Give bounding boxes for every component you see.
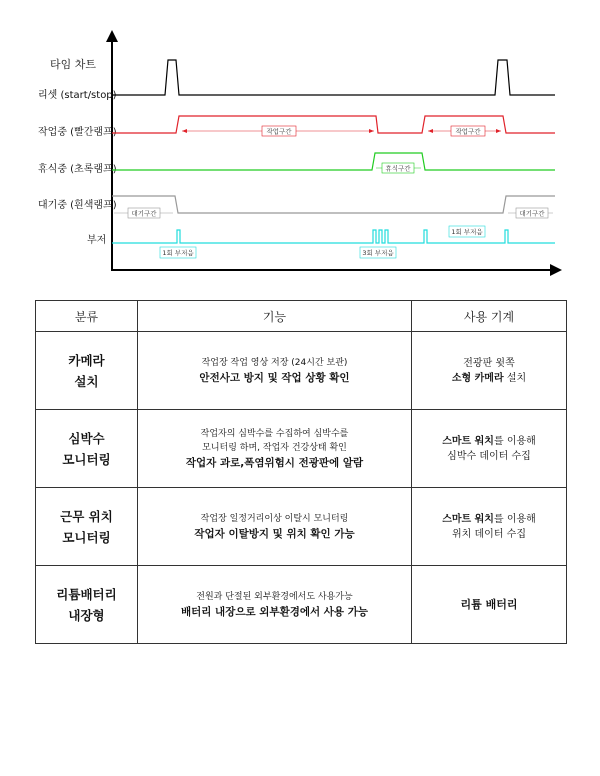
function-sub: 작업장 일정거리이상 이탈시 모니터링	[200, 513, 349, 524]
y-axis-arrow	[106, 30, 118, 42]
buzz-tag-1b: 1회 부저음	[451, 228, 483, 236]
row-function	[138, 410, 412, 488]
table-header-row	[36, 301, 567, 332]
device-line2: 소형 카메라 설치	[451, 372, 527, 384]
row-category: 근무 위치 모니터링	[36, 488, 138, 566]
wait-tag-1: 대기구간	[131, 209, 157, 218]
rest-tag: 휴식구간	[385, 164, 411, 173]
row-device	[412, 488, 567, 566]
work-span-arrowhead-1b	[369, 129, 374, 133]
device-line1: 리튬 배터리	[460, 598, 518, 611]
row-label-resting: 휴식중 (초록램프)	[38, 164, 117, 175]
row-device	[412, 410, 567, 488]
row-label-working: 작업중 (빨간램프)	[38, 127, 117, 138]
buzz-tag-1: 1회 부저음	[162, 249, 194, 257]
chart-title: 타임 차트	[50, 58, 97, 71]
row-label-reset: 리셋 (start/stop)	[38, 90, 117, 101]
work-span-arrowhead-2a	[428, 129, 433, 133]
header-device: 사용 기계	[412, 301, 567, 332]
table-row	[36, 410, 567, 488]
function-sub: 작업장 작업 영상 저장 (24시간 보관)	[201, 357, 348, 368]
table-row	[36, 488, 567, 566]
function-sub: 전원과 단절된 외부환경에서도 사용가능	[196, 591, 353, 602]
row-device	[412, 566, 567, 644]
header-category: 분류	[36, 301, 138, 332]
row-category: 심박수 모니터링	[36, 410, 138, 488]
row-function	[138, 566, 412, 644]
row-label-waiting: 대기중 (흰색램프)	[38, 200, 117, 211]
work-tag-1: 작업구간	[266, 127, 292, 136]
function-sub: 작업자의 심박수를 수집하여 심박수를 모니터링 하며, 작업자 건강상태 확인	[200, 428, 349, 453]
device-line1: 스마트 워치를 이용해	[442, 435, 536, 447]
buzzer-signal	[112, 230, 555, 243]
row-category: 리튬배터리 내장형	[36, 566, 138, 644]
row-function	[138, 332, 412, 410]
x-axis-arrow	[550, 264, 562, 276]
work-span-arrowhead-1a	[182, 129, 187, 133]
buzz-tag-3: 3회 부저음	[362, 249, 394, 257]
row-label-buzzer: 부저	[87, 235, 107, 246]
device-line1: 스마트 워치를 이용해	[442, 513, 536, 525]
function-main: 안전사고 방지 및 작업 상황 확인	[199, 371, 350, 384]
working-signal	[112, 116, 555, 133]
feature-table	[35, 300, 567, 644]
work-span-arrowhead-2b	[496, 129, 501, 133]
device-line2: 위치 데이터 수집	[452, 528, 526, 540]
wait-tag-2: 대기구간	[519, 209, 545, 218]
row-function	[138, 488, 412, 566]
function-main: 배터리 내장으로 외부환경에서 사용 가능	[180, 605, 369, 618]
row-category: 카메라 설치	[36, 332, 138, 410]
table-row	[36, 332, 567, 410]
header-function: 기능	[138, 301, 412, 332]
function-main: 작업자 과로,폭염위험시 전광판에 알람	[185, 456, 364, 469]
device-line1: 전광판 윗쪽	[463, 357, 515, 369]
resting-signal	[112, 153, 555, 170]
timing-chart	[0, 0, 600, 290]
reset-signal	[112, 60, 555, 95]
table-row	[36, 566, 567, 644]
waiting-signal	[112, 196, 555, 213]
row-device	[412, 332, 567, 410]
function-main: 작업자 이탈방지 및 위치 확인 가능	[194, 527, 355, 540]
device-line2: 심박수 데이터 수집	[447, 450, 531, 462]
work-tag-2: 작업구간	[455, 127, 481, 136]
